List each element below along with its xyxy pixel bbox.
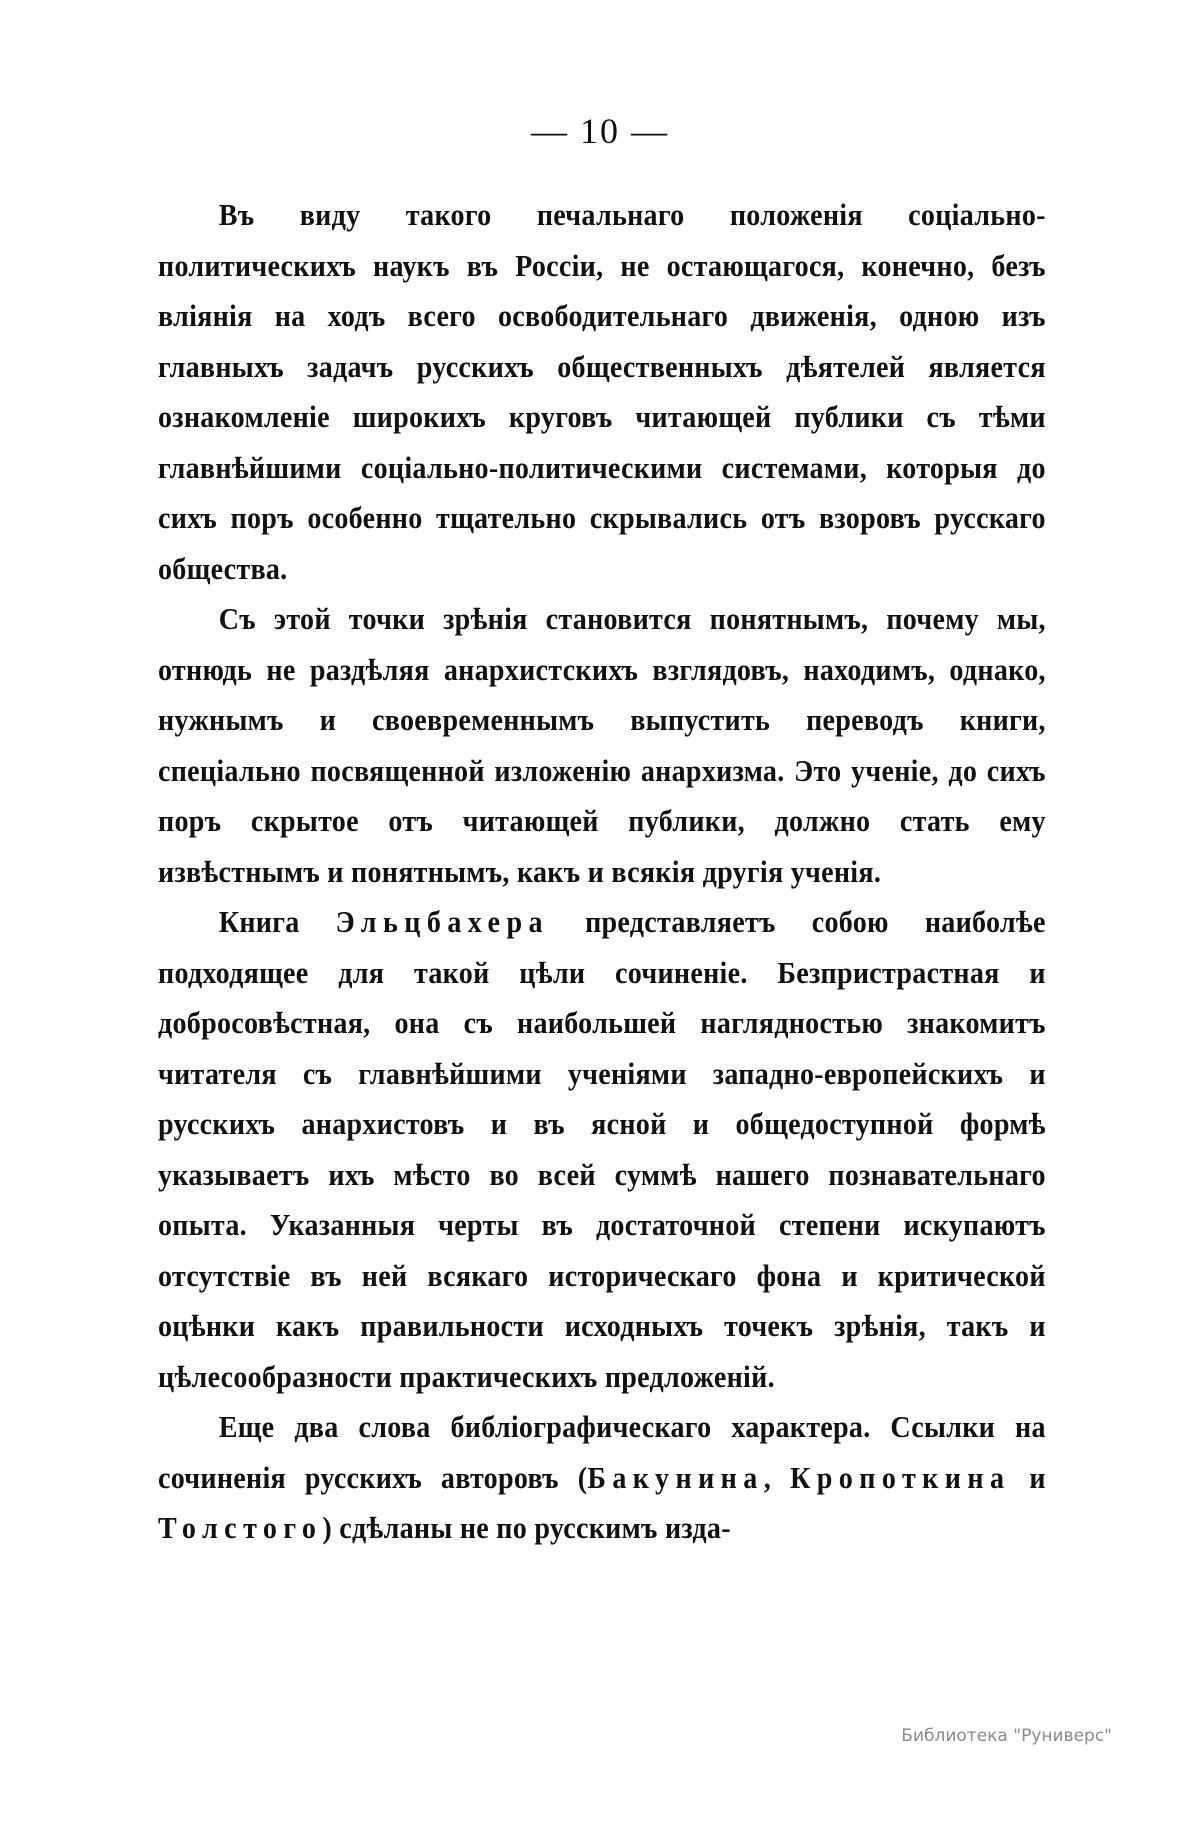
paragraph-4-sep1: ,: [763, 1460, 790, 1495]
paragraph-3-lead: Книга: [218, 905, 300, 939]
paragraph-4-rest: ) сдѣланы не по русскимъ изда-: [322, 1511, 731, 1545]
author-name-tolstoy: Толстого: [158, 1511, 323, 1545]
paragraph-1: Въ виду такого печальнаго положенія соціально-политическихъ наукъ въ Россіи, не остающагося, конечно, безъ вліянія на ходъ всего освободительнаго движенія, одною изъ главныхъ задачъ русскихъ общественныхъ дѣятелей является ознакомленіе широкихъ круговъ читающей публики съ тѣми главнѣйшими соціально-политическими системами, которыя до сихъ поръ особенно тщательно скрывались отъ взоровъ русскаго общества.: [158, 198, 1046, 586]
page-number: — 10 —: [531, 111, 669, 151]
author-name-bakunin: Бакунина: [587, 1460, 764, 1495]
author-name-eltzbacher: Эльцбахера: [335, 905, 549, 939]
paragraph-2: Съ этой точки зрѣнія становится понятнымъ, почему мы, отнюдь не раздѣляя анархистскихъ взглядовъ, находимъ, однако, нужнымъ и своевременнымъ выпустить переводъ книги, спеціально посвященной изложенію анархизма. Это ученіе, до сихъ поръ скрытое отъ читающей публики, должно стать ему извѣстнымъ и понятнымъ, какъ и всякія другія ученія.: [158, 602, 1046, 889]
body-text: [158, 190, 1046, 1554]
library-watermark: Библиотека "Руниверс": [901, 1726, 1112, 1746]
paragraph-4-sep2: и: [1010, 1460, 1046, 1495]
paragraph-4-lead: Еще два слова библіографическаго характера. Ссылки на сочиненія русскихъ авторовъ (: [158, 1410, 1046, 1495]
paragraph-3-rest: представляетъ собою наиболѣе подходящее для такой цѣли сочиненіе. Безпристрастная и добросовѣстная, она съ наибольшей наглядностью знакомитъ читателя съ главнѣйшими ученіями западно-европейскихъ и русскихъ анархистовъ и въ ясной и общедоступной формѣ указываетъ ихъ мѣсто во всей суммѣ нашего познавательнаго опыта. Указанныя черты въ достаточной степени искупаютъ отсутствіе въ ней всякаго историческаго фона и критической оцѣнки какъ правильности исходныхъ точекъ зрѣнія, такъ и цѣлесообразности практическихъ предложеній.: [158, 905, 1046, 1394]
author-name-kropotkin: Кропоткина: [789, 1460, 1011, 1495]
paragraph-3: [158, 897, 1046, 1402]
paragraph-4: [158, 1402, 1046, 1554]
